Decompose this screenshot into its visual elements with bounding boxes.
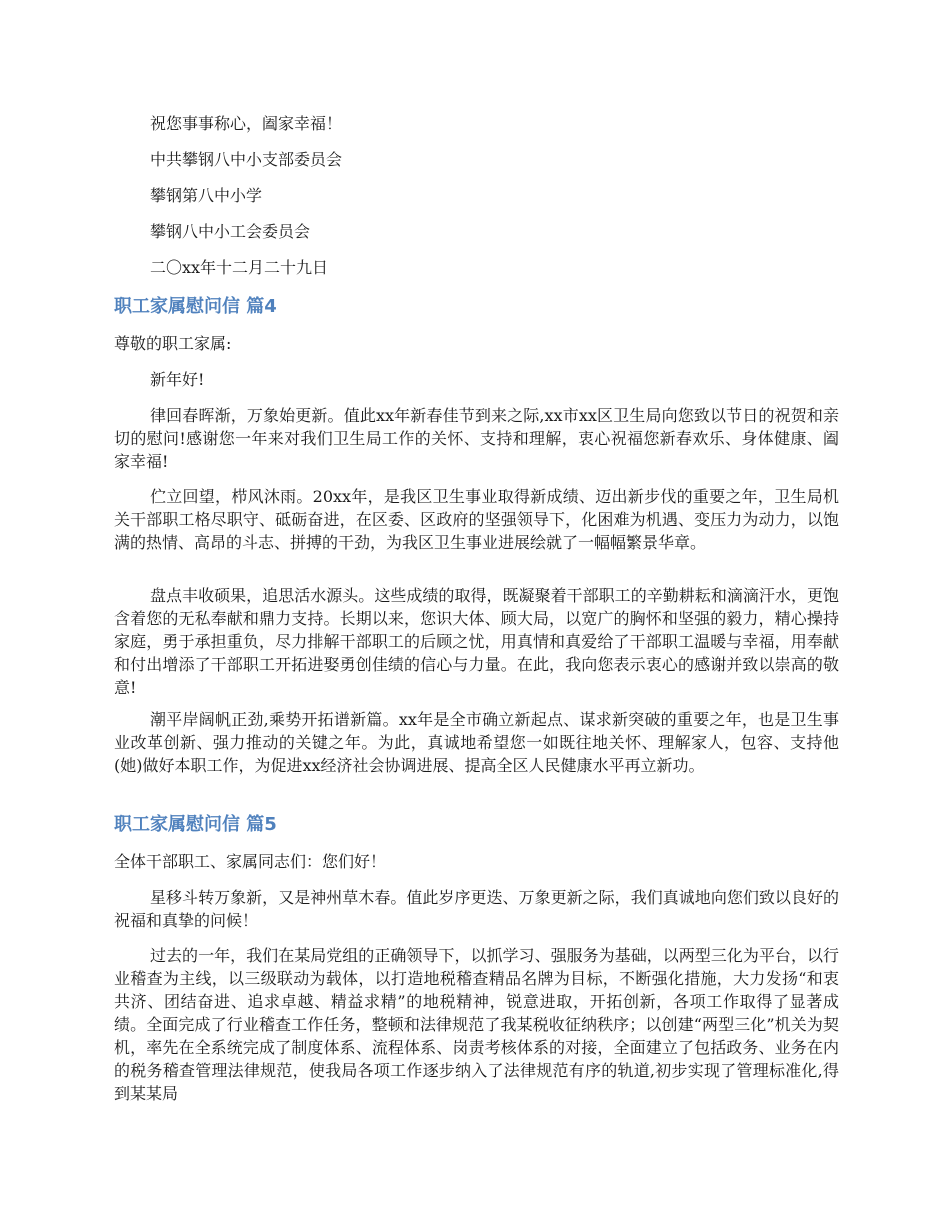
section-5-salutation: 全体干部职工、家属同志们：您们好！ — [114, 852, 387, 871]
section-4-heading: 职工家属慰问信 篇4 — [114, 296, 277, 317]
section-4-paragraph: 律回春晖渐，万象始更新。值此xx年新春佳节到来之际,xx市xx区卫生局向您致以节日的祝贺和亲切的慰问!感谢您一年来对我们卫生局工作的关怀、支持和理解，衷心祝福您新春欢乐、身体健康、阖家幸福! — [114, 406, 839, 471]
closing-line: 祝您事事称心，阖家幸福！ — [150, 114, 343, 133]
section-4-paragraph: 潮平岸阔帆正劲,乘势开拓谱新篇。xx年是全市确立新起点、谋求新突破的重要之年，也是卫生事业改革创新、强力推动的关键之年。为此，真诚地希望您一如既往地关怀、理解家人，包容、支持他(她)做好本职工作，为促进xx经济社会协调进展、提高全区人民健康水平再立新功。 — [114, 710, 839, 775]
closing-line: 攀钢第八中小学 — [150, 186, 263, 205]
closing-line: 攀钢八中小工会委员会 — [150, 222, 311, 241]
section-4-greeting: 新年好! — [150, 370, 205, 389]
section-5-paragraph: 星移斗转万象新，又是神州草木春。值此岁序更迭、万象更新之际，我们真诚地向您们致以良好的祝福和真挚的问候！ — [114, 888, 839, 930]
section-5-heading: 职工家属慰问信 篇5 — [114, 814, 277, 835]
section-4-paragraph: 盘点丰收硕果，追思活水源头。这些成绩的取得，既凝聚着干部职工的辛勤耕耘和滴滴汗水，更饱含着您的无私奉献和鼎力支持。长期以来，您识大体、顾大局，以宽广的胸怀和坚强的毅力，精心操持家庭，勇于承担重负，尽力排解干部职工的后顾之忧，用真情和真爱给了干部职工温暖与幸福，用奉献和付出增添了干部职工开拓进娶勇创佳绩的信心与力量。在此，我向您表示衷心的感谢并致以崇高的敬意! — [114, 586, 839, 697]
closing-date: 二〇xx年十二月二十九日 — [150, 258, 329, 277]
closing-line: 中共攀钢八中小支部委员会 — [150, 150, 343, 169]
section-4-paragraph: 伫立回望，栉风沐雨。20xx年，是我区卫生事业取得新成绩、迈出新步伐的重要之年，卫生局机关干部职工格尽职守、砥砺奋进，在区委、区政府的坚强领导下，化困难为机遇、变压力为动力，以饱满的热情、高昂的斗志、拼搏的干劲，为我区卫生事业进展绘就了一幅幅繁景华章。 — [114, 487, 839, 552]
section-5-paragraph: 过去的一年，我们在某局党组的正确领导下，以抓学习、强服务为基础，以两型三化为平台，以行业稽查为主线，以三级联动为载体，以打造地税稽查精品名牌为目标，不断强化措施，大力发扬“和衷共济、团结奋进、追求卓越、精益求精”的地税精神，锐意进取，开拓创新，各项工作取得了显著成绩。全面完成了行业稽查工作任务，整顿和法律规范了我某税收征纳秩序；以创建“两型三化”机关为契机，率先在全系统完成了制度体系、流程体系、岗责考核体系的对接，全面建立了包括政务、业务在内的税务稽查管理法律规范，使我局各项工作逐步纳入了法律规范有序的轨道,初步实现了管理标准化,得到某某局 — [114, 946, 839, 1103]
section-4-salutation: 尊敬的职工家属: — [114, 334, 232, 353]
